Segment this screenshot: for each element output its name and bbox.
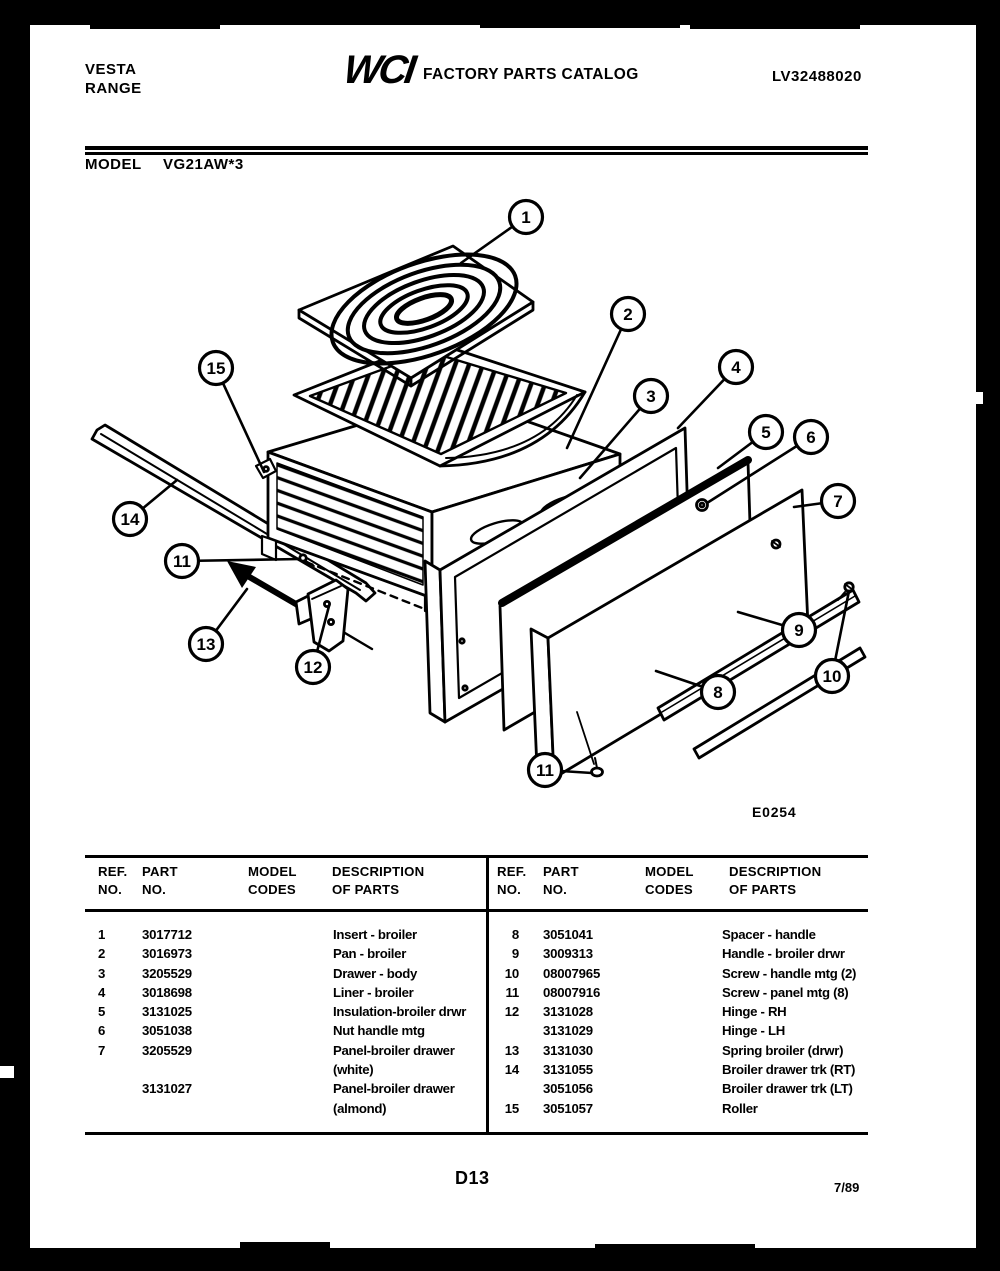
cell-ref: 11	[505, 984, 519, 1000]
scan-border-right	[976, 0, 1000, 1271]
scan-notch	[0, 1066, 14, 1078]
table-row	[85, 1079, 486, 1098]
part-nut-handle-mtg	[697, 500, 708, 511]
cell-codes	[248, 964, 333, 983]
cell-desc: Hinge - LH	[722, 1023, 785, 1039]
scan-artifact	[480, 24, 680, 28]
cell-codes	[645, 925, 722, 944]
table-row	[487, 964, 868, 983]
cell-part: 3009313	[543, 946, 593, 962]
cell-ref: 12	[504, 1004, 519, 1020]
cell-ref: 10	[504, 965, 519, 981]
parts-list-right	[487, 925, 868, 1118]
cell-part: 3131030	[543, 1042, 593, 1058]
cell-ref: 8	[511, 927, 519, 942]
header-ref-right: REF. NO.	[497, 864, 527, 897]
table-row	[487, 1041, 868, 1060]
cell-part: 3205529	[142, 965, 192, 981]
cell-desc: Spring broiler (drwr)	[722, 1042, 844, 1058]
scan-artifact	[595, 1244, 755, 1250]
cell-codes	[248, 1060, 333, 1079]
table-row	[487, 1060, 868, 1079]
cell-part: 3131027	[142, 1081, 192, 1097]
cell-part: 3051057	[543, 1100, 593, 1116]
scan-border-left	[0, 0, 30, 1271]
table-rule-top	[85, 855, 868, 858]
table-row	[85, 1099, 486, 1118]
diagram-code: E0254	[752, 804, 797, 820]
callout-number-3: 3	[646, 387, 656, 406]
callout-number-15: 15	[206, 359, 226, 378]
table-row	[85, 1021, 486, 1040]
cell-desc: Broiler drawer trk (LT)	[722, 1081, 853, 1097]
table-row	[487, 1002, 868, 1021]
brand-line-2: RANGE	[85, 80, 142, 97]
header-part-right: PART NO.	[543, 864, 579, 897]
cell-desc: Insulation-broiler drwr	[333, 1004, 467, 1020]
cell-ref: 14	[504, 1062, 519, 1078]
page-number: D13	[455, 1168, 490, 1188]
header-part-left: PART NO.	[142, 864, 178, 897]
header-desc-left: DESCRIPTION OF PARTS	[332, 864, 425, 897]
callout-number-5: 5	[761, 423, 771, 442]
table-row	[85, 944, 486, 963]
cell-desc: Spacer - handle	[722, 927, 816, 942]
table-row	[85, 925, 486, 944]
cell-desc: Liner - broiler	[333, 984, 414, 1000]
callout-number-8: 8	[713, 683, 723, 702]
cell-part: 3131055	[543, 1062, 593, 1078]
table-row	[487, 983, 868, 1002]
cell-codes	[248, 925, 333, 944]
cell-codes	[248, 944, 333, 963]
cell-codes	[645, 1060, 722, 1079]
callout-leader-2	[567, 314, 628, 448]
cell-codes	[248, 1021, 333, 1040]
callout-number-6: 6	[806, 428, 816, 447]
table-row	[487, 1021, 868, 1040]
cell-codes	[248, 1002, 333, 1021]
cell-desc: (white)	[333, 1062, 374, 1078]
cell-part: 3051038	[142, 1023, 192, 1039]
cell-ref	[85, 1099, 142, 1118]
table-row	[85, 1041, 486, 1060]
table-rule-header	[85, 909, 868, 912]
cell-desc: Panel-broiler drawer	[333, 1081, 455, 1097]
header-desc-right: DESCRIPTION OF PARTS	[729, 864, 822, 897]
callout-number-14: 14	[120, 510, 140, 529]
cell-codes	[645, 1041, 722, 1060]
cell-ref	[85, 1079, 142, 1098]
cell-desc: Drawer - body	[333, 965, 418, 981]
cell-codes	[645, 1021, 722, 1040]
scan-artifact	[240, 1242, 330, 1250]
cell-part: 3131025	[142, 1004, 192, 1020]
cell-ref: 6	[98, 1023, 106, 1039]
cell-desc: Insert - broiler	[333, 927, 417, 942]
cell-desc: Roller	[722, 1100, 758, 1116]
cell-part: 3016973	[142, 946, 192, 962]
table-row	[487, 1099, 868, 1118]
callout-number-11: 11	[536, 761, 554, 780]
callout-number-13: 13	[196, 635, 216, 654]
model-label: MODEL	[85, 156, 142, 173]
scan-notch	[976, 392, 983, 404]
part-hinge	[296, 580, 348, 651]
brand-line-1: VESTA	[85, 61, 137, 78]
header-codes-left: MODEL CODES	[248, 864, 297, 897]
cell-desc: Nut handle mtg	[333, 1023, 425, 1039]
parts-table	[85, 855, 868, 1138]
cell-part: 3051041	[543, 927, 593, 942]
cell-ref: 3	[98, 965, 106, 981]
table-row	[487, 925, 868, 944]
cell-desc: Hinge - RH	[722, 1004, 787, 1020]
table-row	[487, 944, 868, 963]
cell-ref: 5	[98, 1004, 106, 1020]
cell-ref: 4	[98, 984, 106, 1000]
cell-ref: 15	[504, 1100, 519, 1116]
cell-codes	[645, 1079, 722, 1098]
cell-part: 08007965	[543, 965, 601, 981]
cell-ref: 2	[98, 946, 106, 962]
cell-codes	[645, 1002, 722, 1021]
cell-part: 3131028	[543, 1004, 593, 1020]
cell-codes	[645, 1099, 722, 1118]
table-row	[85, 1002, 486, 1021]
cell-ref: 13	[504, 1042, 519, 1058]
publication-number: LV32488020	[772, 68, 862, 85]
cell-ref: 1	[98, 927, 106, 942]
parts-list-left	[85, 925, 486, 1118]
callout-number-12: 12	[303, 658, 323, 677]
cell-codes	[248, 1099, 333, 1118]
table-rule-bottom	[85, 1132, 868, 1135]
scan-artifact	[690, 22, 860, 29]
cell-codes	[248, 983, 333, 1002]
cell-desc: Broiler drawer trk (RT)	[722, 1062, 856, 1078]
table-row	[85, 1060, 486, 1079]
cell-desc: (almond)	[333, 1100, 387, 1116]
cell-part: 3018698	[142, 984, 192, 1000]
table-row	[487, 1079, 868, 1098]
callout-number-11: 11	[173, 552, 191, 571]
cell-ref: 9	[511, 946, 519, 962]
cell-codes	[645, 964, 722, 983]
callout-number-10: 10	[822, 667, 842, 686]
header-codes-right: MODEL CODES	[645, 864, 694, 897]
callout-number-2: 2	[623, 305, 633, 324]
catalog-title: FACTORY PARTS CATALOG	[423, 66, 639, 83]
callout-number-1: 1	[521, 208, 531, 227]
cell-codes	[645, 983, 722, 1002]
table-row	[85, 983, 486, 1002]
revision-date: 7/89	[834, 1180, 860, 1195]
cell-codes	[248, 1079, 333, 1098]
cell-desc: Screw - handle mtg (2)	[722, 965, 857, 981]
scan-artifact	[90, 25, 220, 29]
table-row	[85, 964, 486, 983]
cell-desc: Panel-broiler drawer	[333, 1042, 455, 1058]
cell-part: 3131029	[543, 1023, 593, 1039]
cell-desc: Screw - panel mtg (8)	[722, 984, 849, 1000]
cell-part	[142, 1099, 248, 1118]
wci-logo: WCI	[340, 48, 416, 92]
cell-ref	[85, 1060, 142, 1079]
cell-desc: Handle - broiler drwr	[722, 946, 845, 962]
cell-desc: Pan - broiler	[333, 946, 407, 962]
cell-part	[142, 1060, 248, 1079]
scan-border-bottom	[0, 1248, 1000, 1271]
header-ref-left: REF. NO.	[98, 864, 128, 897]
model-number: VG21AW*3	[163, 156, 244, 173]
callout-number-4: 4	[731, 358, 741, 377]
cell-part: 3205529	[142, 1042, 192, 1058]
cell-codes	[645, 944, 722, 963]
cell-part: 3017712	[142, 927, 192, 942]
cell-part: 3051056	[543, 1081, 593, 1097]
cell-part: 08007916	[543, 984, 601, 1000]
cell-ref: 7	[98, 1042, 106, 1058]
callout-number-7: 7	[833, 492, 843, 511]
cell-codes	[248, 1041, 333, 1060]
cell-ref	[495, 1079, 519, 1098]
cell-ref	[495, 1021, 519, 1040]
callout-number-9: 9	[794, 621, 804, 640]
